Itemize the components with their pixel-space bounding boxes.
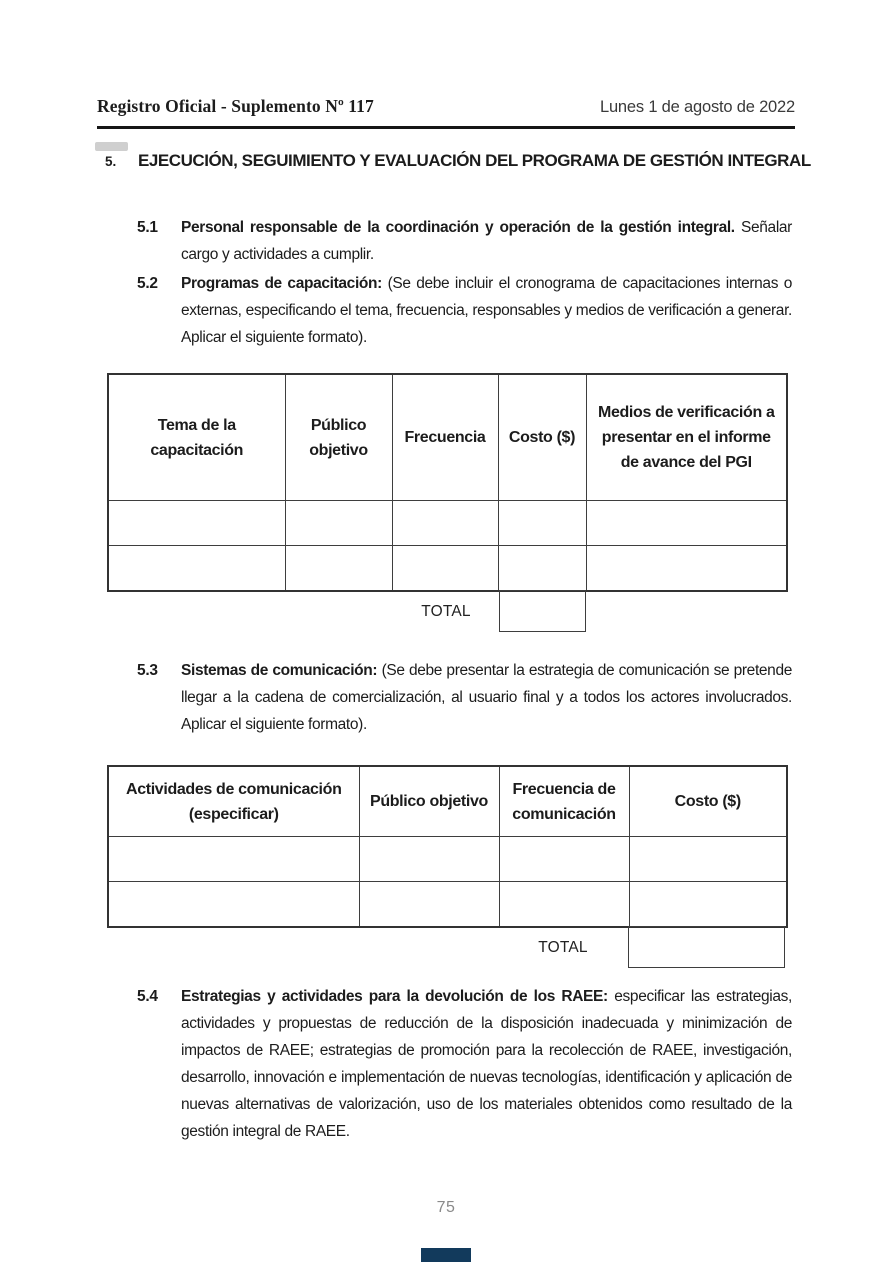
empty-cell [586,546,787,592]
item-regular-text: (Se debe incluir el cronograma de capacitaciones internas o externas, especificando el tema, frecuencia, responsables y medios de verificación a generar. Aplicar el siguiente formato). [181,275,792,346]
column-header: Costo ($) [629,766,787,837]
item-bold-text: Programas de capacitación: [181,275,382,292]
section-title: EJECUCIÓN, SEGUIMIENTO Y EVALUACIÓN DEL PROGRAMA DE GESTIÓN INTEGRAL [138,151,811,170]
total-amount-cell [628,926,785,968]
table-empty-row [108,837,787,882]
item-text [181,657,792,738]
table-empty-row [108,882,787,928]
table-header-row [108,374,787,501]
list-item-5-4 [137,983,792,1145]
empty-cell [108,501,285,546]
empty-cell [586,501,787,546]
empty-cell [285,546,392,592]
item-number: 5.4 [137,988,158,1005]
spacer [107,592,393,632]
training-table-grid [107,373,788,592]
page-header [97,96,795,117]
list-item-5-1 [137,214,792,268]
empty-cell [499,882,629,928]
table-empty-row [108,501,787,546]
item-number: 5.1 [137,219,158,236]
table-empty-row [108,546,787,592]
item-bold-text: Personal responsable de la coordinación y operación de la gestión integral. [181,219,735,236]
item-regular-text: Señalar cargo y actividades a cumplir. [181,219,792,263]
empty-cell [499,837,629,882]
empty-cell [108,837,359,882]
column-header: Costo ($) [498,374,586,501]
column-header: Frecuencia [392,374,498,501]
training-table [107,373,786,632]
item-number: 5.2 [137,275,158,292]
total-label: TOTAL [421,603,471,620]
total-amount-cell [499,590,586,632]
column-header: Público objetivo [359,766,499,837]
list-item-5-3 [137,657,792,738]
total-label: TOTAL [538,939,588,956]
column-header: Actividades de comunicación (especificar) [108,766,359,837]
column-header: Medios de verificación a presentar en el informe de avance del PGI [586,374,787,501]
empty-cell [359,837,499,882]
table-header-row [108,766,787,837]
scan-artifact-mark [95,142,128,151]
item-text [181,214,792,268]
total-row [107,592,786,632]
spacer [107,928,498,968]
empty-cell [392,501,498,546]
section-number: 5. [105,154,117,169]
publication-date: Lunes 1 de agosto de 2022 [599,98,795,116]
column-header: Tema de la capacitación [108,374,285,501]
item-regular-text: especificar las estrategias, actividades y propuestas de reducción de la disposición inadecuada y minimización de impactos de RAEE; estrategias de promoción para la recolección de RAEE, investigación, desarrollo, innovación e implementación de nuevas tecnologías, identificación y aplicación de nuevas alternativas de valorización, uso de los materiales obtenidos como resultado de la gestión integral de RAEE. [181,988,792,1140]
empty-cell [108,882,359,928]
empty-cell [629,837,787,882]
column-header: Público objetivo [285,374,392,501]
empty-cell [359,882,499,928]
total-row [107,928,786,968]
communication-table [107,765,786,968]
header-rule [97,126,795,129]
list-item-5-2 [137,270,792,351]
item-text [181,270,792,351]
item-bold-text: Estrategias y actividades para la devolución de los RAEE: [181,988,608,1005]
empty-cell [629,882,787,928]
empty-cell [498,546,586,592]
empty-cell [498,501,586,546]
item-bold-text: Sistemas de comunicación: [181,662,378,679]
section-heading [105,151,811,171]
empty-cell [392,546,498,592]
page-number: 75 [436,1199,456,1216]
publication-title: Registro Oficial - Suplemento Nº 117 [97,96,374,116]
item-text [181,983,792,1145]
empty-cell [108,546,285,592]
empty-cell [285,501,392,546]
column-header: Frecuencia de comunicación [499,766,629,837]
footer-tab [421,1248,471,1262]
item-regular-text: (Se debe presentar la estrategia de comunicación se pretende llegar a la cadena de comercialización, al usuario final y a todos los actores involucrados. Aplicar el siguiente formato). [181,662,792,733]
communication-table-grid [107,765,788,928]
item-number: 5.3 [137,662,158,679]
